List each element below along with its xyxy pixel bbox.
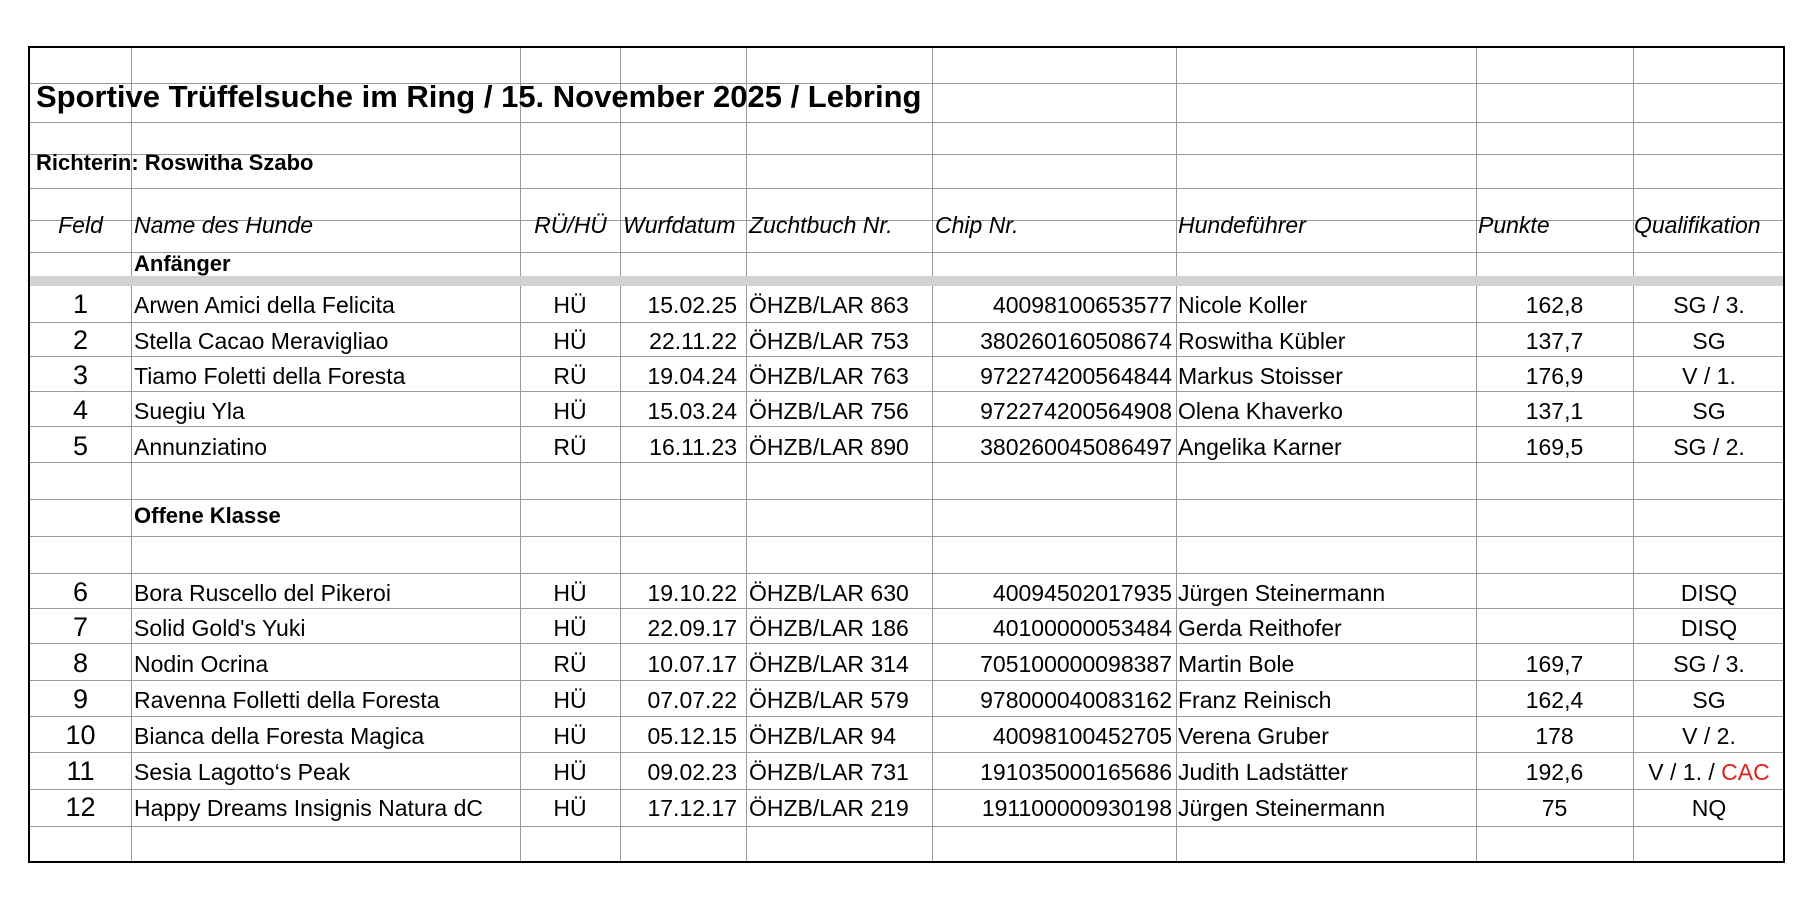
cell-name: Tiamo Foletti della Foresta bbox=[134, 363, 406, 389]
cell-studbook: ÖHZB/LAR 763 bbox=[749, 363, 909, 389]
cell-chip: 40100000053484 bbox=[992, 615, 1172, 641]
section-label-beginners: Anfänger bbox=[134, 251, 231, 276]
qualification-text: SG bbox=[1692, 398, 1726, 424]
cell-name: Annunziatino bbox=[134, 434, 267, 460]
cell-born: 09.02.23 bbox=[647, 759, 737, 785]
qualification-text: DISQ bbox=[1680, 580, 1738, 606]
cell-qual bbox=[1633, 617, 1785, 640]
cell-studbook: ÖHZB/LAR 756 bbox=[749, 398, 909, 424]
qualification-text: DISQ bbox=[1680, 615, 1738, 641]
cell-sex: HÜ bbox=[553, 292, 587, 318]
cell-qual bbox=[1633, 797, 1785, 820]
page-title: Sportive Trüffelsuche im Ring / 15. November 2025 / Lebring bbox=[36, 79, 922, 114]
results-sheet bbox=[28, 46, 1785, 863]
cell-handler: Jürgen Steinermann bbox=[1178, 580, 1386, 606]
cell-points: 75 bbox=[1541, 795, 1568, 821]
cell-name: Happy Dreams Insignis Natura dC bbox=[134, 795, 483, 821]
cell-sex: HÜ bbox=[553, 795, 587, 821]
cell-born: 15.02.25 bbox=[647, 292, 737, 318]
cell-handler: Verena Gruber bbox=[1178, 723, 1329, 749]
cell-born: 05.12.15 bbox=[647, 723, 737, 749]
cell-qual bbox=[1633, 653, 1785, 676]
cell-name: Suegiu Yla bbox=[134, 398, 245, 424]
cell-name: Sesia Lagotto‘s Peak bbox=[134, 759, 351, 785]
cell-name: Bora Ruscello del Pikeroi bbox=[134, 580, 391, 606]
header-name: Name des Hunde bbox=[134, 212, 313, 238]
cell-feld: 3 bbox=[72, 360, 89, 390]
cell-sex: HÜ bbox=[553, 580, 587, 606]
cell-studbook: ÖHZB/LAR 753 bbox=[749, 328, 909, 354]
cell-qual bbox=[1633, 761, 1785, 784]
judge-label: Richterin: Roswitha Szabo bbox=[36, 150, 314, 175]
cell-chip: 972274200564844 bbox=[980, 363, 1172, 389]
cell-handler: Angelika Karner bbox=[1178, 434, 1342, 460]
cell-sex: RÜ bbox=[553, 651, 587, 677]
cell-qual bbox=[1633, 294, 1785, 317]
cell-points: 192,6 bbox=[1525, 759, 1584, 785]
cell-points: 137,7 bbox=[1525, 328, 1584, 354]
cell-name: Stella Cacao Meravigliao bbox=[134, 328, 389, 354]
cell-name: Nodin Ocrina bbox=[134, 651, 269, 677]
cell-chip: 978000040083162 bbox=[980, 687, 1172, 713]
cell-qual bbox=[1633, 582, 1785, 605]
header-points: Punkte bbox=[1478, 212, 1550, 238]
cell-points: 178 bbox=[1535, 723, 1574, 749]
cell-chip: 40098100452705 bbox=[992, 723, 1172, 749]
cell-studbook: ÖHZB/LAR 731 bbox=[749, 759, 909, 785]
cell-qual bbox=[1633, 725, 1785, 748]
cell-handler: Markus Stoisser bbox=[1178, 363, 1343, 389]
cell-handler: Roswitha Kübler bbox=[1178, 328, 1346, 354]
cell-sex: RÜ bbox=[553, 434, 587, 460]
cell-studbook: ÖHZB/LAR 94 bbox=[749, 723, 896, 749]
cell-born: 15.03.24 bbox=[647, 398, 737, 424]
cell-points: 162,4 bbox=[1525, 687, 1584, 713]
cell-born: 19.04.24 bbox=[647, 363, 737, 389]
cell-feld: 5 bbox=[72, 431, 89, 461]
cell-handler: Gerda Reithofer bbox=[1178, 615, 1342, 641]
cell-studbook: ÖHZB/LAR 219 bbox=[749, 795, 909, 821]
cell-sex: HÜ bbox=[553, 723, 587, 749]
cell-points: 169,7 bbox=[1525, 651, 1584, 677]
cell-name: Bianca della Foresta Magica bbox=[134, 723, 425, 749]
cell-points: 169,5 bbox=[1525, 434, 1584, 460]
cell-born: 07.07.22 bbox=[647, 687, 737, 713]
cell-born: 22.09.17 bbox=[647, 615, 737, 641]
cell-points: 162,8 bbox=[1525, 292, 1584, 318]
cell-name: Arwen Amici della Felicita bbox=[134, 292, 395, 318]
qualification-text: NQ bbox=[1691, 795, 1727, 821]
cell-chip: 972274200564908 bbox=[980, 398, 1172, 424]
cell-sex: HÜ bbox=[553, 615, 587, 641]
cell-studbook: ÖHZB/LAR 579 bbox=[749, 687, 909, 713]
cell-chip: 705100000098387 bbox=[980, 651, 1172, 677]
cell-chip: 40094502017935 bbox=[992, 580, 1172, 606]
header-sex: RÜ/HÜ bbox=[534, 212, 607, 238]
cell-handler: Martin Bole bbox=[1178, 651, 1295, 677]
cell-feld: 7 bbox=[72, 612, 89, 642]
cell-sex: HÜ bbox=[553, 328, 587, 354]
cell-handler: Nicole Koller bbox=[1178, 292, 1308, 318]
cell-feld: 4 bbox=[72, 395, 89, 425]
cell-name: Ravenna Folletti della Foresta bbox=[134, 687, 440, 713]
cell-sex: RÜ bbox=[553, 363, 587, 389]
cell-born: 10.07.17 bbox=[647, 651, 737, 677]
cell-feld: 8 bbox=[72, 648, 89, 678]
cell-feld: 11 bbox=[66, 756, 95, 786]
cell-feld: 9 bbox=[72, 684, 89, 714]
cell-studbook: ÖHZB/LAR 890 bbox=[749, 434, 909, 460]
cell-feld: 1 bbox=[72, 289, 89, 319]
qualification-award: CAC bbox=[1721, 759, 1770, 785]
cell-points: 137,1 bbox=[1525, 398, 1584, 424]
qualification-text: SG / 3. bbox=[1673, 292, 1745, 318]
header-studbook: Zuchtbuch Nr. bbox=[749, 212, 893, 238]
cell-sex: HÜ bbox=[553, 759, 587, 785]
cell-points: 176,9 bbox=[1525, 363, 1584, 389]
cell-born: 16.11.23 bbox=[649, 434, 737, 460]
cell-sex: HÜ bbox=[553, 687, 587, 713]
header-feld: Feld bbox=[58, 212, 103, 238]
qualification-text: SG bbox=[1692, 687, 1726, 713]
header-born: Wurfdatum bbox=[623, 212, 736, 238]
cell-qual bbox=[1633, 689, 1785, 712]
cell-feld: 12 bbox=[65, 792, 96, 822]
qualification-text: SG / 2. bbox=[1673, 434, 1745, 460]
cell-studbook: ÖHZB/LAR 186 bbox=[749, 615, 909, 641]
cell-qual bbox=[1633, 365, 1785, 388]
cell-feld: 10 bbox=[65, 720, 96, 750]
qualification-text: V / 1. bbox=[1682, 363, 1736, 389]
section-label-open-class: Offene Klasse bbox=[134, 503, 281, 528]
cell-chip: 191100000930198 bbox=[981, 795, 1172, 821]
cell-name: Solid Gold's Yuki bbox=[134, 615, 306, 641]
cell-feld: 6 bbox=[72, 577, 89, 607]
cell-qual bbox=[1633, 436, 1785, 459]
cell-handler: Franz Reinisch bbox=[1178, 687, 1332, 713]
cell-feld: 2 bbox=[72, 325, 89, 355]
qualification-text: SG / 3. bbox=[1673, 651, 1745, 677]
cell-born: 22.11.22 bbox=[649, 328, 737, 354]
cell-qual bbox=[1633, 400, 1785, 423]
cell-born: 19.10.22 bbox=[647, 580, 737, 606]
cell-handler: Judith Ladstätter bbox=[1178, 759, 1349, 785]
qualification-text: SG bbox=[1692, 328, 1726, 354]
cell-studbook: ÖHZB/LAR 314 bbox=[749, 651, 909, 677]
cell-handler: Olena Khaverko bbox=[1178, 398, 1343, 424]
cell-qual bbox=[1633, 330, 1785, 353]
cell-handler: Jürgen Steinermann bbox=[1178, 795, 1386, 821]
cell-chip: 380260045086497 bbox=[980, 434, 1172, 460]
qualification-text: V / 2. bbox=[1682, 723, 1736, 749]
header-chip: Chip Nr. bbox=[935, 212, 1019, 238]
cell-studbook: ÖHZB/LAR 630 bbox=[749, 580, 909, 606]
cell-chip: 40098100653577 bbox=[992, 292, 1172, 318]
cell-sex: HÜ bbox=[553, 398, 587, 424]
qualification-text: V / 1. / bbox=[1648, 759, 1722, 785]
header-qualification: Qualifikation bbox=[1634, 212, 1761, 238]
cell-chip: 191035000165686 bbox=[980, 759, 1172, 785]
header-handler: Hundeführer bbox=[1178, 212, 1306, 238]
cell-chip: 380260160508674 bbox=[980, 328, 1172, 354]
cell-born: 17.12.17 bbox=[647, 795, 737, 821]
cell-studbook: ÖHZB/LAR 863 bbox=[749, 292, 909, 318]
